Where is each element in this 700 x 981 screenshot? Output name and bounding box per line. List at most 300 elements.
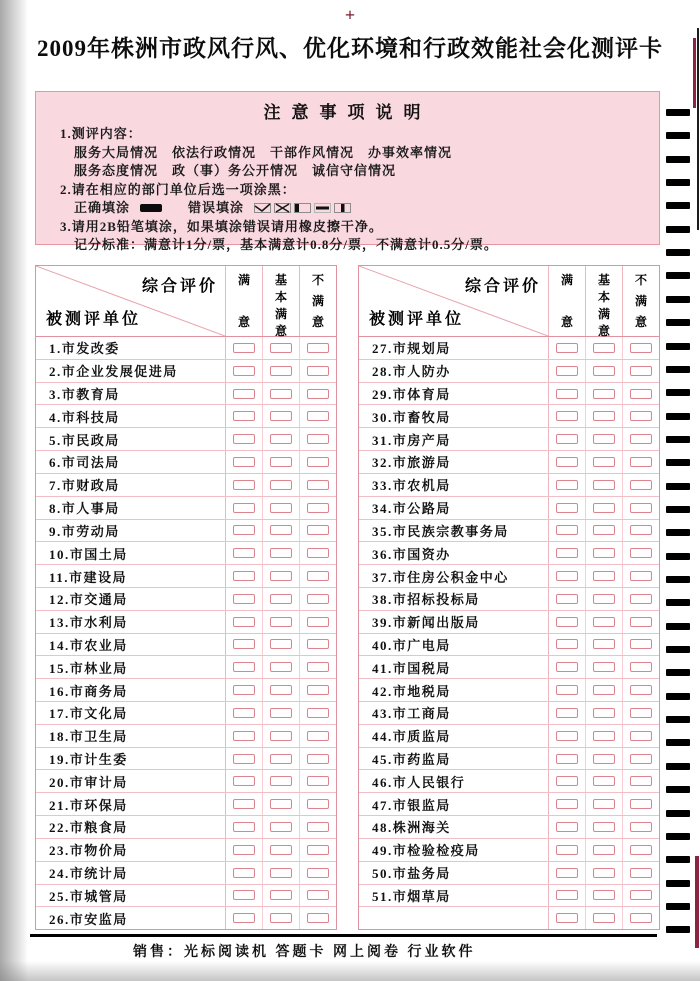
answer-bubble-不满意[interactable] <box>307 617 329 627</box>
answer-bubble-基本满意[interactable] <box>593 389 615 399</box>
unit-label: 47.市银监局 <box>359 793 549 815</box>
bubble-cell-1 <box>226 565 263 587</box>
bubble-cell-2 <box>263 679 300 701</box>
answer-bubble-不满意[interactable] <box>630 731 652 741</box>
answer-bubble-满意[interactable] <box>556 343 578 353</box>
answer-bubble-基本满意[interactable] <box>270 845 292 855</box>
answer-bubble-不满意[interactable] <box>307 548 329 558</box>
unit-label: 19.市计生委 <box>36 748 226 770</box>
answer-bubble-基本满意[interactable] <box>270 890 292 900</box>
answer-bubble-满意[interactable] <box>556 411 578 421</box>
answer-bubble-基本满意[interactable] <box>593 480 615 490</box>
unit-label: 2.市企业发展促进局 <box>36 360 226 382</box>
answer-bubble-满意[interactable] <box>233 411 255 421</box>
unit-label: 16.市商务局 <box>36 679 226 701</box>
bubble-cell-1 <box>226 816 263 838</box>
answer-bubble-不满意[interactable] <box>307 639 329 649</box>
answer-bubble-基本满意[interactable] <box>270 799 292 809</box>
answer-bubble-基本满意[interactable] <box>270 480 292 490</box>
bubble-cell-3 <box>623 770 659 792</box>
bubble-cell-2 <box>586 839 623 861</box>
answer-bubble-满意[interactable] <box>233 571 255 581</box>
answer-bubble-基本满意[interactable] <box>270 639 292 649</box>
answer-bubble-基本满意[interactable] <box>270 503 292 513</box>
bubble-cell-3 <box>623 862 659 884</box>
table-row <box>359 748 659 771</box>
bubble-cell-3 <box>300 839 336 861</box>
unit-label: 20.市审计局 <box>36 770 226 792</box>
table-row <box>359 588 659 611</box>
answer-bubble-不满意[interactable] <box>630 890 652 900</box>
answer-bubble-不满意[interactable] <box>630 617 652 627</box>
bubble-cell-3 <box>623 725 659 747</box>
bubble-cell-1 <box>226 862 263 884</box>
bubble-cell-1 <box>226 383 263 405</box>
bubble-cell-3 <box>623 474 659 496</box>
answer-bubble-不满意[interactable] <box>630 822 652 832</box>
scan-edge-strip-bottom <box>695 856 699 948</box>
table-row <box>36 428 336 451</box>
solid-fill-mark-icon <box>140 204 162 212</box>
answer-bubble-基本满意[interactable] <box>270 822 292 832</box>
answer-bubble-满意[interactable] <box>233 639 255 649</box>
omr-timing-mark <box>666 156 690 163</box>
answer-bubble-满意[interactable] <box>556 594 578 604</box>
bubble-cell-2 <box>586 451 623 473</box>
answer-bubble-满意[interactable] <box>233 366 255 376</box>
answer-bubble-不满意[interactable] <box>307 776 329 786</box>
bubble-cell-3 <box>623 405 659 427</box>
rating-header-char: 意 <box>311 315 324 329</box>
bubble-cell-3 <box>300 862 336 884</box>
table-row <box>36 679 336 702</box>
answer-bubble-满意[interactable] <box>556 731 578 741</box>
omr-timing-mark <box>666 739 690 746</box>
answer-bubble-基本满意[interactable] <box>593 731 615 741</box>
answer-bubble-基本满意[interactable] <box>593 639 615 649</box>
answer-bubble-不满意[interactable] <box>307 457 329 467</box>
bubble-cell-3 <box>300 542 336 564</box>
answer-bubble-满意[interactable] <box>233 503 255 513</box>
answer-bubble-不满意[interactable] <box>307 685 329 695</box>
answer-bubble-不满意[interactable] <box>307 503 329 513</box>
answer-bubble-基本满意[interactable] <box>270 868 292 878</box>
bubble-cell-1 <box>226 542 263 564</box>
answer-bubble-满意[interactable] <box>233 685 255 695</box>
answer-bubble-基本满意[interactable] <box>270 913 292 923</box>
omr-timing-mark <box>666 202 690 209</box>
answer-bubble-满意[interactable] <box>233 754 255 764</box>
bubble-cell-2 <box>263 656 300 678</box>
answer-bubble-不满意[interactable] <box>307 754 329 764</box>
answer-bubble-满意[interactable] <box>556 571 578 581</box>
answer-bubble-不满意[interactable] <box>307 822 329 832</box>
answer-bubble-基本满意[interactable] <box>593 343 615 353</box>
answer-bubble-满意[interactable] <box>233 731 255 741</box>
bubble-cell-1 <box>549 611 586 633</box>
answer-bubble-不满意[interactable] <box>307 343 329 353</box>
answer-bubble-不满意[interactable] <box>307 525 329 535</box>
bubble-cell-3 <box>300 702 336 724</box>
bubble-cell-1 <box>549 405 586 427</box>
answer-bubble-满意[interactable] <box>233 868 255 878</box>
bubble-cell-2 <box>586 542 623 564</box>
answer-bubble-基本满意[interactable] <box>270 411 292 421</box>
answer-bubble-满意[interactable] <box>556 913 578 923</box>
answer-bubble-满意[interactable] <box>556 890 578 900</box>
unit-label <box>359 907 549 929</box>
bubble-cell-3 <box>300 520 336 542</box>
rating-header-char: 满 <box>237 273 250 287</box>
bubble-cell-3 <box>623 907 659 929</box>
answer-bubble-满意[interactable] <box>233 617 255 627</box>
bubble-cell-1 <box>549 907 586 929</box>
scan-edge-strip-top <box>693 38 696 108</box>
answer-bubble-满意[interactable] <box>556 662 578 672</box>
unit-label: 27.市规划局 <box>359 337 549 359</box>
answer-bubble-满意[interactable] <box>556 776 578 786</box>
answer-bubble-基本满意[interactable] <box>593 525 615 535</box>
rating-column-header-1 <box>549 266 586 336</box>
answer-bubble-满意[interactable] <box>233 480 255 490</box>
answer-bubble-基本满意[interactable] <box>593 434 615 444</box>
unit-label: 33.市农机局 <box>359 474 549 496</box>
table-row <box>36 497 336 520</box>
answer-bubble-满意[interactable] <box>556 845 578 855</box>
answer-bubble-基本满意[interactable] <box>270 389 292 399</box>
answer-bubble-满意[interactable] <box>556 799 578 809</box>
answer-bubble-不满意[interactable] <box>307 434 329 444</box>
answer-bubble-不满意[interactable] <box>630 411 652 421</box>
bubble-cell-1 <box>226 656 263 678</box>
answer-bubble-基本满意[interactable] <box>593 822 615 832</box>
omr-timing-mark <box>666 763 690 770</box>
bubble-cell-2 <box>586 565 623 587</box>
omr-timing-mark <box>666 856 690 863</box>
bubble-cell-2 <box>263 520 300 542</box>
answer-bubble-不满意[interactable] <box>630 776 652 786</box>
answer-bubble-基本满意[interactable] <box>593 868 615 878</box>
answer-bubble-不满意[interactable] <box>630 480 652 490</box>
answer-bubble-基本满意[interactable] <box>270 594 292 604</box>
answer-bubble-满意[interactable] <box>233 389 255 399</box>
answer-bubble-基本满意[interactable] <box>593 890 615 900</box>
answer-bubble-满意[interactable] <box>556 754 578 764</box>
answer-bubble-不满意[interactable] <box>307 890 329 900</box>
answer-bubble-基本满意[interactable] <box>593 708 615 718</box>
bubble-cell-2 <box>586 588 623 610</box>
answer-bubble-基本满意[interactable] <box>593 662 615 672</box>
rating-header-char: 不 <box>634 273 647 287</box>
correct-fill-label: 正确填涂 <box>74 200 131 215</box>
answer-bubble-不满意[interactable] <box>307 913 329 923</box>
bubble-cell-2 <box>586 907 623 929</box>
bubble-cell-3 <box>623 793 659 815</box>
rating-header-char: 本 <box>274 290 287 304</box>
unit-label: 17.市文化局 <box>36 702 226 724</box>
answer-bubble-不满意[interactable] <box>630 343 652 353</box>
answer-bubble-不满意[interactable] <box>307 480 329 490</box>
answer-bubble-满意[interactable] <box>556 480 578 490</box>
answer-bubble-满意[interactable] <box>233 822 255 832</box>
omr-timing-mark <box>666 249 690 256</box>
bubble-cell-2 <box>586 748 623 770</box>
table-row <box>36 542 336 565</box>
answer-bubble-不满意[interactable] <box>630 434 652 444</box>
bubble-cell-3 <box>623 360 659 382</box>
vertical-bar-box-icon <box>334 203 351 213</box>
bubble-cell-1 <box>226 451 263 473</box>
bubble-cell-1 <box>226 679 263 701</box>
answer-bubble-基本满意[interactable] <box>270 617 292 627</box>
answer-bubble-不满意[interactable] <box>307 731 329 741</box>
answer-bubble-基本满意[interactable] <box>593 366 615 376</box>
bubble-cell-3 <box>300 360 336 382</box>
answer-bubble-不满意[interactable] <box>630 548 652 558</box>
bubble-cell-3 <box>623 885 659 907</box>
answer-bubble-满意[interactable] <box>233 343 255 353</box>
rating-header-char: 意 <box>560 315 573 329</box>
table-row <box>359 337 659 360</box>
answer-bubble-满意[interactable] <box>233 776 255 786</box>
answer-bubble-满意[interactable] <box>556 617 578 627</box>
answer-bubble-基本满意[interactable] <box>593 913 615 923</box>
answer-bubble-满意[interactable] <box>233 457 255 467</box>
answer-bubble-不满意[interactable] <box>307 662 329 672</box>
unit-label: 51.市烟草局 <box>359 885 549 907</box>
bubble-cell-2 <box>263 748 300 770</box>
answer-bubble-满意[interactable] <box>556 457 578 467</box>
answer-bubble-不满意[interactable] <box>630 639 652 649</box>
answer-bubble-不满意[interactable] <box>307 708 329 718</box>
answer-bubble-不满意[interactable] <box>630 457 652 467</box>
answer-bubble-基本满意[interactable] <box>593 685 615 695</box>
answer-bubble-基本满意[interactable] <box>270 366 292 376</box>
answer-bubble-不满意[interactable] <box>307 868 329 878</box>
answer-bubble-不满意[interactable] <box>307 571 329 581</box>
answer-bubble-满意[interactable] <box>233 708 255 718</box>
answer-bubble-基本满意[interactable] <box>270 662 292 672</box>
answer-bubble-满意[interactable] <box>233 845 255 855</box>
answer-bubble-满意[interactable] <box>233 662 255 672</box>
table-row <box>359 793 659 816</box>
omr-timing-mark <box>666 903 690 910</box>
answer-bubble-基本满意[interactable] <box>270 457 292 467</box>
answer-bubble-满意[interactable] <box>556 685 578 695</box>
table-row <box>359 862 659 885</box>
bubble-cell-3 <box>300 907 336 929</box>
table-row <box>359 405 659 428</box>
bubble-cell-1 <box>226 793 263 815</box>
answer-bubble-基本满意[interactable] <box>593 503 615 513</box>
unit-label: 24.市统计局 <box>36 862 226 884</box>
answer-bubble-基本满意[interactable] <box>593 799 615 809</box>
answer-bubble-满意[interactable] <box>233 799 255 809</box>
answer-bubble-满意[interactable] <box>233 594 255 604</box>
table-row <box>359 679 659 702</box>
answer-bubble-基本满意[interactable] <box>270 776 292 786</box>
answer-bubble-基本满意[interactable] <box>270 685 292 695</box>
answer-bubble-满意[interactable] <box>556 708 578 718</box>
answer-bubble-基本满意[interactable] <box>593 594 615 604</box>
answer-bubble-满意[interactable] <box>556 822 578 832</box>
answer-bubble-不满意[interactable] <box>630 662 652 672</box>
answer-bubble-满意[interactable] <box>233 890 255 900</box>
answer-bubble-不满意[interactable] <box>630 845 652 855</box>
unit-label: 13.市水利局 <box>36 611 226 633</box>
bubble-cell-1 <box>549 885 586 907</box>
answer-bubble-基本满意[interactable] <box>593 617 615 627</box>
answer-bubble-满意[interactable] <box>233 548 255 558</box>
answer-bubble-基本满意[interactable] <box>270 548 292 558</box>
bubble-cell-1 <box>226 474 263 496</box>
answer-bubble-不满意[interactable] <box>630 594 652 604</box>
answer-bubble-满意[interactable] <box>233 525 255 535</box>
answer-bubble-满意[interactable] <box>556 434 578 444</box>
bubble-cell-1 <box>226 360 263 382</box>
answer-bubble-不满意[interactable] <box>307 845 329 855</box>
table-row <box>36 748 336 771</box>
unit-label: 30.市畜牧局 <box>359 405 549 427</box>
bubble-cell-1 <box>549 474 586 496</box>
answer-bubble-满意[interactable] <box>556 639 578 649</box>
answer-bubble-不满意[interactable] <box>307 411 329 421</box>
answer-bubble-基本满意[interactable] <box>593 571 615 581</box>
rating-column-header-3 <box>623 266 659 336</box>
answer-bubble-基本满意[interactable] <box>593 411 615 421</box>
answer-bubble-基本满意[interactable] <box>593 776 615 786</box>
answer-bubble-不满意[interactable] <box>630 685 652 695</box>
bubble-cell-1 <box>549 725 586 747</box>
rating-header-char: 不 <box>311 273 324 287</box>
answer-bubble-基本满意[interactable] <box>270 571 292 581</box>
answer-bubble-基本满意[interactable] <box>270 525 292 535</box>
answer-bubble-不满意[interactable] <box>630 389 652 399</box>
answer-bubble-不满意[interactable] <box>630 503 652 513</box>
answer-bubble-满意[interactable] <box>556 525 578 535</box>
notice-line-4: 2.请在相应的部门单位后选一项涂黑： <box>60 181 296 197</box>
answer-bubble-满意[interactable] <box>556 548 578 558</box>
answer-bubble-基本满意[interactable] <box>593 457 615 467</box>
omr-timing-mark <box>666 483 690 490</box>
unit-label: 39.市新闻出版局 <box>359 611 549 633</box>
omr-timing-mark <box>666 623 690 630</box>
bubble-cell-3 <box>623 383 659 405</box>
bubble-cell-3 <box>300 383 336 405</box>
answer-bubble-不满意[interactable] <box>630 868 652 878</box>
bubble-cell-1 <box>549 588 586 610</box>
answer-bubble-基本满意[interactable] <box>593 754 615 764</box>
answer-bubble-满意[interactable] <box>556 868 578 878</box>
answer-bubble-基本满意[interactable] <box>593 548 615 558</box>
bubble-cell-2 <box>263 360 300 382</box>
bubble-cell-3 <box>300 405 336 427</box>
answer-bubble-不满意[interactable] <box>307 366 329 376</box>
bubble-cell-3 <box>623 748 659 770</box>
rating-header-char: 意 <box>274 324 287 338</box>
answer-bubble-不满意[interactable] <box>307 594 329 604</box>
bubble-cell-3 <box>300 770 336 792</box>
unit-label: 21.市环保局 <box>36 793 226 815</box>
table-row <box>359 611 659 634</box>
table-row <box>359 565 659 588</box>
answer-bubble-不满意[interactable] <box>307 799 329 809</box>
notice-line-6: 3.请用2B铅笔填涂，如果填涂错误请用橡皮擦干净。 <box>60 218 383 234</box>
bubble-cell-3 <box>300 793 336 815</box>
answer-bubble-满意[interactable] <box>233 913 255 923</box>
bubble-cell-1 <box>226 611 263 633</box>
check-mark-box-icon <box>254 203 271 213</box>
table-row <box>359 520 659 543</box>
answer-bubble-基本满意[interactable] <box>270 343 292 353</box>
answer-bubble-满意[interactable] <box>556 503 578 513</box>
bubble-cell-1 <box>549 748 586 770</box>
rating-column-header-1 <box>226 266 263 336</box>
table-row <box>36 383 336 406</box>
answer-bubble-满意[interactable] <box>556 389 578 399</box>
rating-header-char: 基 <box>274 273 287 287</box>
answer-bubble-不满意[interactable] <box>307 389 329 399</box>
answer-bubble-不满意[interactable] <box>630 754 652 764</box>
answer-bubble-基本满意[interactable] <box>270 754 292 764</box>
bubble-cell-3 <box>623 565 659 587</box>
bubble-cell-3 <box>300 885 336 907</box>
bubble-cell-1 <box>549 565 586 587</box>
omr-timing-mark <box>666 459 690 466</box>
answer-bubble-基本满意[interactable] <box>270 434 292 444</box>
answer-bubble-不满意[interactable] <box>630 799 652 809</box>
bubble-cell-1 <box>226 702 263 724</box>
rating-header-char: 基 <box>597 273 610 287</box>
bubble-cell-3 <box>300 725 336 747</box>
answer-bubble-不满意[interactable] <box>630 708 652 718</box>
omr-timing-mark <box>666 389 690 396</box>
bubble-cell-3 <box>623 337 659 359</box>
answer-bubble-不满意[interactable] <box>630 913 652 923</box>
table-row <box>36 770 336 793</box>
answer-bubble-不满意[interactable] <box>630 366 652 376</box>
unit-label: 37.市住房公积金中心 <box>359 565 549 587</box>
bubble-cell-3 <box>300 679 336 701</box>
bubble-cell-2 <box>586 885 623 907</box>
answer-bubble-满意[interactable] <box>556 366 578 376</box>
answer-bubble-满意[interactable] <box>233 434 255 444</box>
bubble-cell-1 <box>226 907 263 929</box>
answer-bubble-基本满意[interactable] <box>593 845 615 855</box>
answer-bubble-基本满意[interactable] <box>270 708 292 718</box>
answer-bubble-基本满意[interactable] <box>270 731 292 741</box>
unit-label: 26.市安监局 <box>36 907 226 929</box>
header-corner-cell <box>359 266 549 336</box>
table-row <box>36 588 336 611</box>
bubble-cell-2 <box>586 497 623 519</box>
bubble-cell-1 <box>549 634 586 656</box>
bubble-cell-1 <box>549 770 586 792</box>
bubble-cell-3 <box>623 428 659 450</box>
bubble-cell-1 <box>549 793 586 815</box>
scan-shadow-bottom <box>0 961 700 981</box>
bubble-cell-3 <box>623 634 659 656</box>
omr-timing-mark <box>666 576 690 583</box>
unit-label: 49.市检验检疫局 <box>359 839 549 861</box>
rating-header-char: 意 <box>634 315 647 329</box>
wrong-fill-label: 错误填涂 <box>188 200 245 215</box>
table-body <box>36 337 336 929</box>
bubble-cell-1 <box>226 428 263 450</box>
answer-bubble-不满意[interactable] <box>630 525 652 535</box>
answer-bubble-不满意[interactable] <box>630 571 652 581</box>
scan-edge-line <box>697 28 699 230</box>
